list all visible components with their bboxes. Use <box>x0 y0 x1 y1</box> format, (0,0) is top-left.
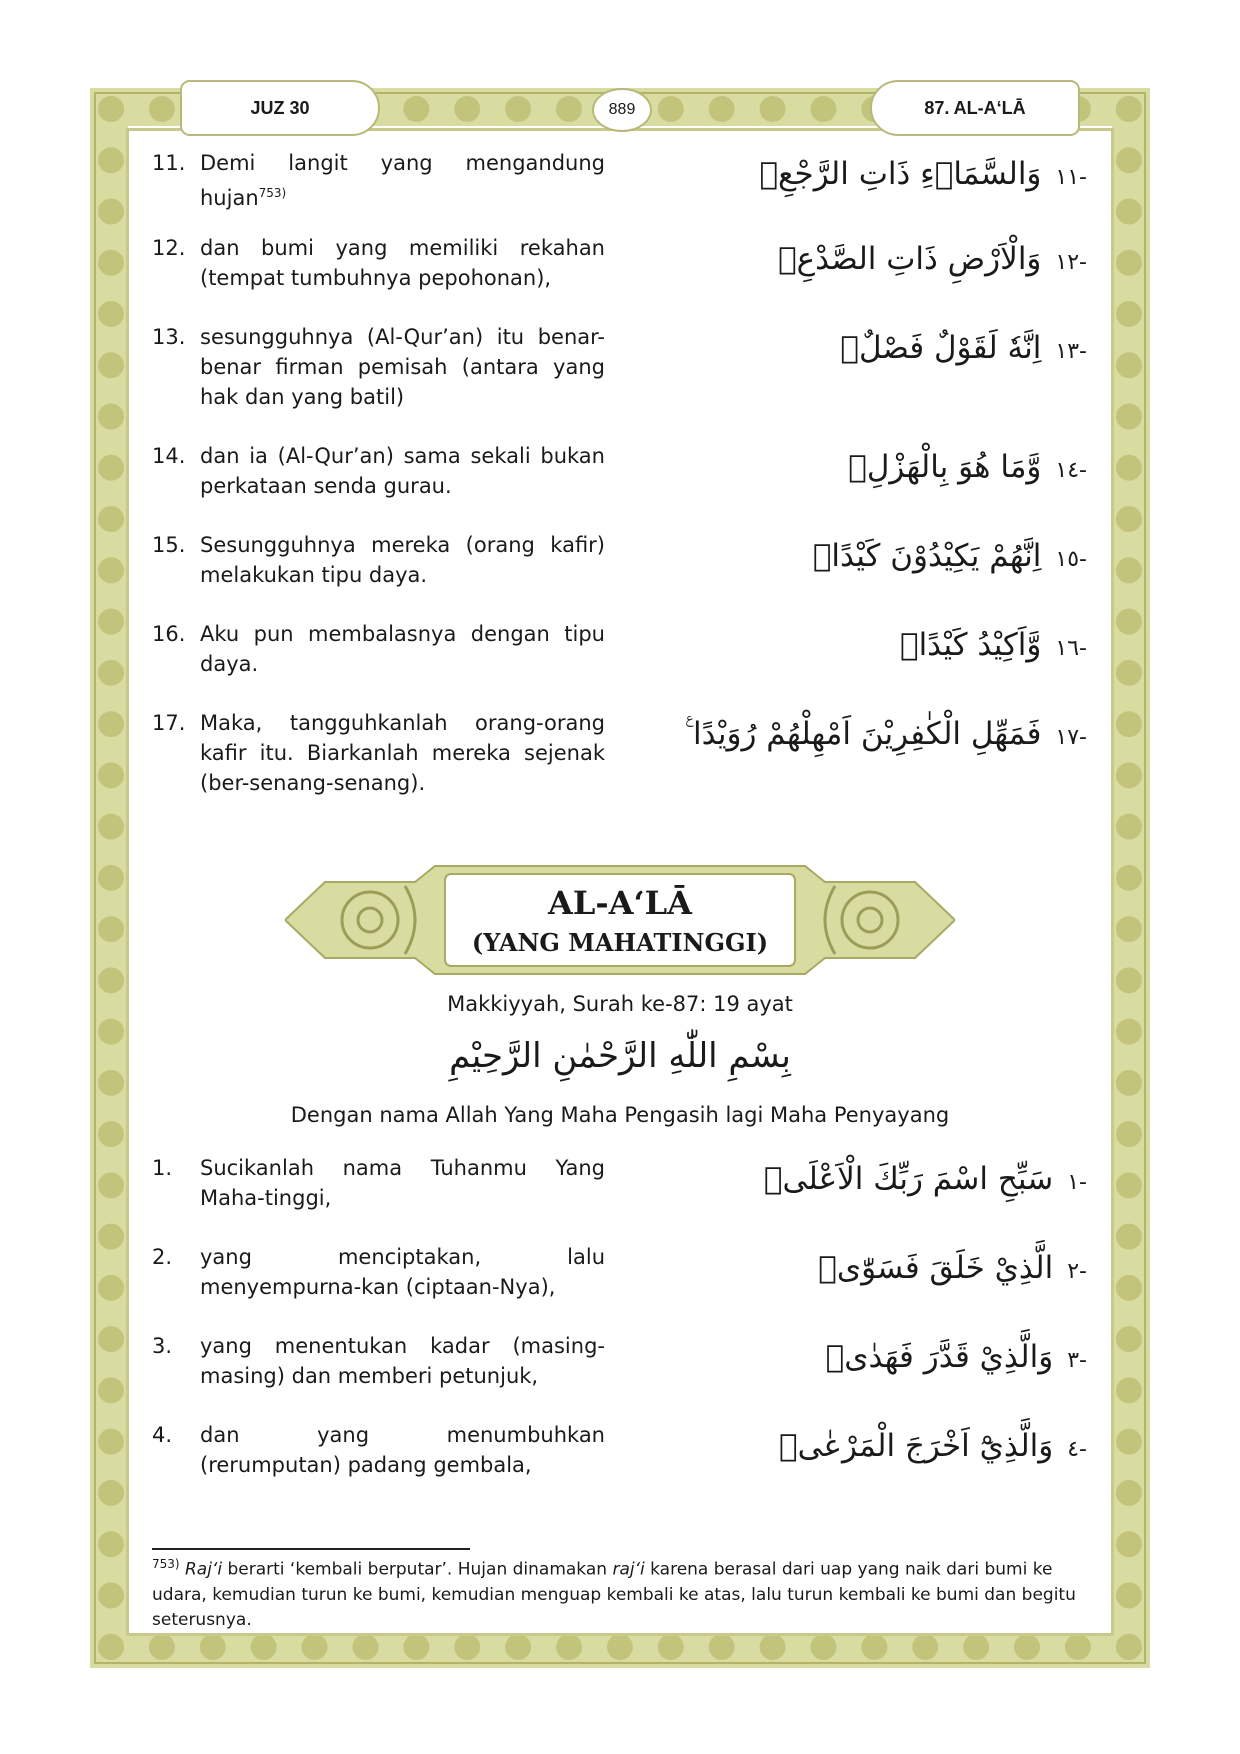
arabic-verse-number: -٣ <box>1067 1348 1087 1373</box>
surah-subtitle: (YANG MAHATINGGI) <box>471 928 769 957</box>
footnote-ref[interactable]: 753) <box>258 186 287 200</box>
verse-arabic: -١سَبِّحِ اسْمَ رَبِّكَ الْاَعْلَىۙ <box>763 1161 1087 1197</box>
arabic-verse-number: -١ <box>1067 1170 1087 1195</box>
verse-number: 4. <box>152 1423 173 1447</box>
basmalah-translation: Dengan nama Allah Yang Maha Pengasih lagi Maha Penyayang <box>290 1103 950 1127</box>
verse-translation: Aku pun membalasnya dengan tipu daya. <box>200 622 605 676</box>
verse-arabic: -٤وَالَّذِيْٓ اَخْرَجَ الْمَرْعٰىۖ <box>779 1428 1087 1464</box>
verse-arabic: -١٤وَّمَا هُوَ بِالْهَزْلِۗ <box>848 449 1087 485</box>
verse-arabic: -١٧فَمَهِّلِ الْكٰفِرِيْنَ اَمْهِلْهُمْ رُوَيْدًا ࣖ <box>685 716 1087 752</box>
verse-translation: sesungguhnya (Al-Qur’an) itu benar-benar firman pemisah (antara yang hak dan yang batil) <box>200 325 605 409</box>
arabic-verse-number: -١٧ <box>1055 725 1087 750</box>
verse-translation: dan bumi yang memiliki rekahan (tempat tumbuhnya pepohonan), <box>200 236 605 290</box>
juz-label: JUZ 30 <box>180 80 380 136</box>
verse-translation: Maka, tangguhkanlah orang-orang kafir itu. Biarkanlah mereka sejenak (ber-senang-senang). <box>200 711 605 795</box>
verse-arabic: -١١وَالسَّمَاۤءِ ذَاتِ الرَّجْعِۙ <box>759 156 1087 192</box>
arabic-verse-number: -٢ <box>1067 1259 1087 1284</box>
footnote-divider <box>152 1548 470 1550</box>
page-number: 889 <box>592 88 652 132</box>
verse-translation: yang menciptakan, lalu menyempurna-kan (ciptaan-Nya), <box>200 1245 605 1299</box>
verse-number: 2. <box>152 1245 173 1269</box>
surah-title-banner <box>285 862 955 978</box>
arabic-verse-number: -١٤ <box>1055 458 1087 483</box>
verse-translation: yang menentukan kadar (masing-masing) dan memberi petunjuk, <box>200 1334 605 1388</box>
footnote: $^{753)}$ Raj‘i berarti ‘kembali berputar’. Hujan dinamakan raj‘i karena berasal dari uap yang naik dari bumi ke udara, kemudian turun ke bumi, kemudian menguap kembali ke atas, lalu turun kembali ke bumi dan begitu seterusnya. <box>152 1557 1076 1630</box>
verse-arabic: -٢الَّذِيْ خَلَقَ فَسَوّٰىۖ <box>818 1250 1087 1286</box>
verse-translation: dan yang menumbuhkan (rerumputan) padang gembala, <box>200 1423 605 1477</box>
verse-translation: Sucikanlah nama Tuhanmu Yang Maha-tinggi, <box>200 1156 605 1210</box>
verse-number: 15. <box>152 533 186 557</box>
basmalah-arabic: بِسْمِ اللّٰهِ الرَّحْمٰنِ الرَّحِيْمِ <box>449 1036 791 1076</box>
verse-number: 14. <box>152 444 186 468</box>
verse-arabic: -١٦وَّاَكِيْدُ كَيْدًاۖ <box>899 627 1087 663</box>
arabic-verse-number: -٤ <box>1067 1437 1087 1462</box>
verse-number: 3. <box>152 1334 173 1358</box>
surah-info: Makkiyyah, Surah ke-87: 19 ayat <box>447 992 793 1016</box>
verse-translation: Demi langit yang mengandung hujan <box>200 151 605 210</box>
verse-arabic: -١٥اِنَّهُمْ يَكِيْدُوْنَ كَيْدًاۙ <box>812 538 1087 574</box>
arabic-verse-number: -١٣ <box>1055 339 1087 364</box>
verse-number: 16. <box>152 622 186 646</box>
arabic-verse-number: -١٢ <box>1055 250 1087 275</box>
arabic-verse-number: -١٥ <box>1055 547 1087 572</box>
surah-label: 87. AL-A‘LĀ <box>870 80 1080 136</box>
surah-title: AL-A‘LĀ <box>548 884 692 922</box>
verse-number: 11. <box>152 151 186 175</box>
verse-arabic: -١٣اِنَّهٗ لَقَوْلٌ فَصْلٌۙ <box>840 330 1087 366</box>
verse-number: 12. <box>152 236 186 260</box>
verse-number: 17. <box>152 711 186 735</box>
arabic-verse-number: -١١ <box>1055 165 1087 190</box>
verse-arabic: -١٢وَالْاَرْضِ ذَاتِ الصَّدْعِۙ <box>778 241 1087 277</box>
verse-arabic: -٣وَالَّذِيْ قَدَّرَ فَهَدٰىۖ <box>825 1339 1087 1375</box>
verse-translation: dan ia (Al-Qur’an) sama sekali bukan perkataan senda gurau. <box>200 444 605 498</box>
verse-translation: Sesungguhnya mereka (orang kafir) melakukan tipu daya. <box>200 533 605 587</box>
arabic-verse-number: -١٦ <box>1055 636 1087 661</box>
verse-number: 1. <box>152 1156 173 1180</box>
footnote-number: 753) <box>152 1557 180 1571</box>
verse-number: 13. <box>152 325 186 349</box>
